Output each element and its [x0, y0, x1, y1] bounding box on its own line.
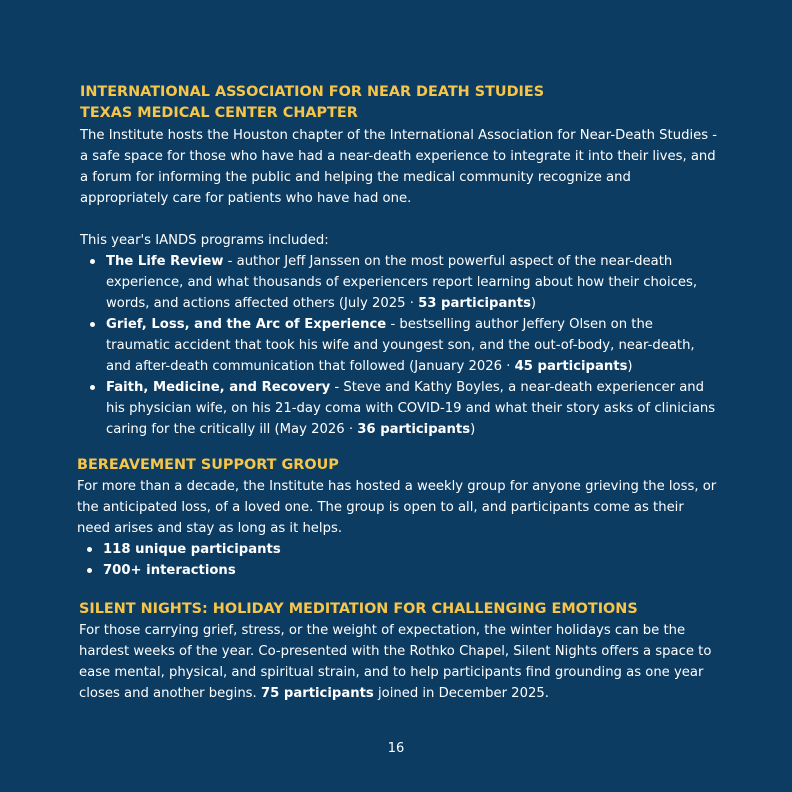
program-description: - author Jeff Janssen on the most powerful aspect of the near-death experience, and what thousands of experiencers report learning about how their choices, words, and actions affected others (July 2025 ·	[106, 254, 698, 311]
silent-nights-section	[79, 599, 719, 704]
program-closing: )	[530, 296, 537, 311]
program-title: Grief, Loss, and the Arc of Experience	[106, 317, 387, 332]
program-participants: 45 participants	[514, 359, 628, 374]
program-title: Faith, Medicine, and Recovery	[106, 380, 331, 395]
program-title: The Life Review	[106, 254, 224, 269]
iands-section	[80, 82, 720, 440]
silent-nights-heading: SILENT NIGHTS: HOLIDAY MEDITATION FOR CHALLENGING EMOTIONS	[79, 601, 638, 617]
silent-nights-text: For those carrying grief, stress, or the weight of expectation, the winter holidays can be the hardest weeks of the year. Co-presented with the Rothko Chapel, Silent Nights offers a space to ease mental, physical, and spiritual strain, and to help participants find grounding as one year closes and another begins.	[79, 622, 712, 701]
program-participants: 36 participants	[357, 422, 471, 437]
spacer	[80, 209, 720, 230]
program-item	[80, 377, 720, 440]
stat-item: 118 unique participants	[77, 539, 717, 560]
program-participants: 53 participants	[418, 296, 531, 311]
bereavement-body: For more than a decade, the Institute has hosted a weekly group for anyone grieving the loss, or the anticipated loss, of a loved one. The group is open to all, and participants come as their need arises and stay as long as it helps.	[77, 478, 717, 536]
program-description: - bestselling author Jeffery Olsen on the traumatic accident that took his wife and youngest son, and the out-of-body, near-death, and after-death communication that followed (January 2026 ·	[106, 317, 695, 374]
program-closing: )	[627, 359, 633, 374]
silent-nights-body	[79, 620, 719, 704]
page-number: 16	[387, 741, 405, 756]
iands-heading-line1: INTERNATIONAL ASSOCIATION FOR NEAR DEATH STUDIES	[80, 84, 545, 100]
stat-item: 700+ interactions	[77, 560, 717, 581]
program-item	[80, 251, 720, 314]
programs-intro: This year's IANDS programs included:	[80, 233, 329, 248]
program-item	[80, 314, 720, 377]
silent-nights-participants: 75 participants	[260, 685, 374, 701]
bereavement-stats	[77, 539, 717, 581]
iands-body: The Institute hosts the Houston chapter of the International Association for Near-Death Studies - a safe space for those who have had a near-death experience to integrate it into their lives, and a forum for informing the public and helping the medical community recognize and appropriately care for patients who have had one.	[80, 128, 718, 206]
bereavement-section	[77, 455, 717, 581]
programs-list	[80, 251, 720, 440]
iands-heading	[80, 82, 720, 123]
iands-heading-line2: TEXAS MEDICAL CENTER CHAPTER	[80, 104, 358, 121]
program-description: - Steve and Kathy Boyles, a near-death experiencer and his physician wife, on his 21-day coma with COVID-19 and what their story asks of clinicians caring for the critically ill (May 2026 ·	[106, 380, 716, 437]
silent-nights-closing: joined in December 2025.	[373, 685, 549, 701]
bereavement-heading: BEREAVEMENT SUPPORT GROUP	[77, 457, 339, 473]
program-closing: )	[470, 422, 476, 437]
